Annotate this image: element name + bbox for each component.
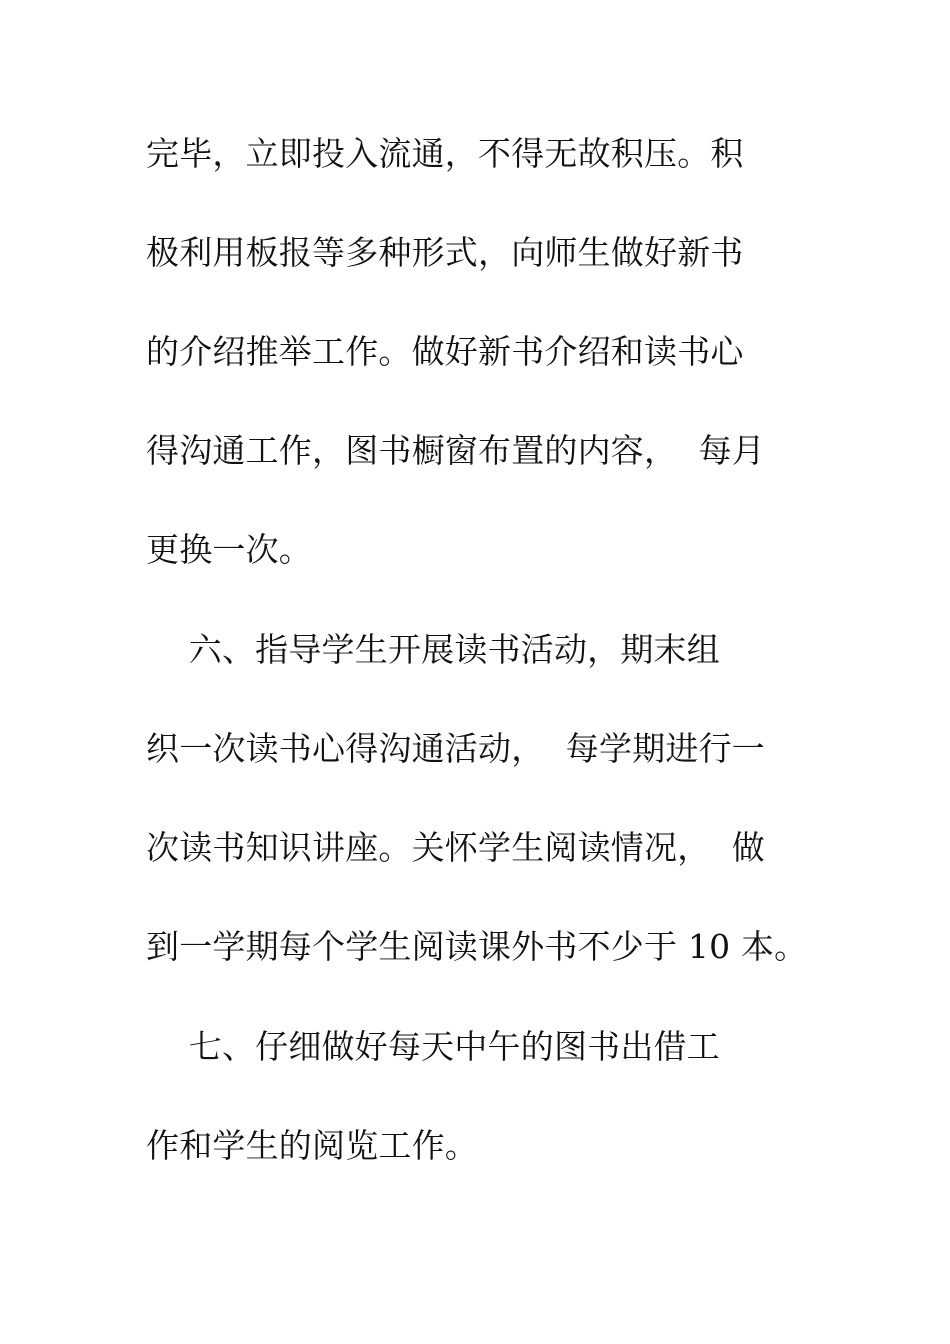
text-line-1: 完毕，立即投入流通，不得无故积压。积 [146, 134, 744, 173]
text-line-2: 极利用板报等多种形式，向师生做好新书 [146, 233, 744, 272]
text-line-11: 作和学生的阅览工作。 [146, 1126, 478, 1165]
text-line-8: 次读书知识讲座。关怀学生阅读情况， 做 [146, 828, 765, 867]
text-line-5: 更换一次。 [146, 530, 312, 569]
text-line-4: 得沟通工作，图书橱窗布置的内容， 每月 [146, 431, 765, 470]
text-line-6: 六、指导学生开展读书活动，期末组 [146, 630, 720, 669]
text-line-10: 七、仔细做好每天中午的图书出借工 [146, 1027, 720, 1066]
text-line-7: 织一次读书心得沟通活动， 每学期进行一 [146, 729, 765, 768]
text-line-3: 的介绍推举工作。做好新书介绍和读书心 [146, 332, 744, 371]
text-line-9: 到一学期每个学生阅读课外书不少于 10 本。 [146, 927, 808, 966]
